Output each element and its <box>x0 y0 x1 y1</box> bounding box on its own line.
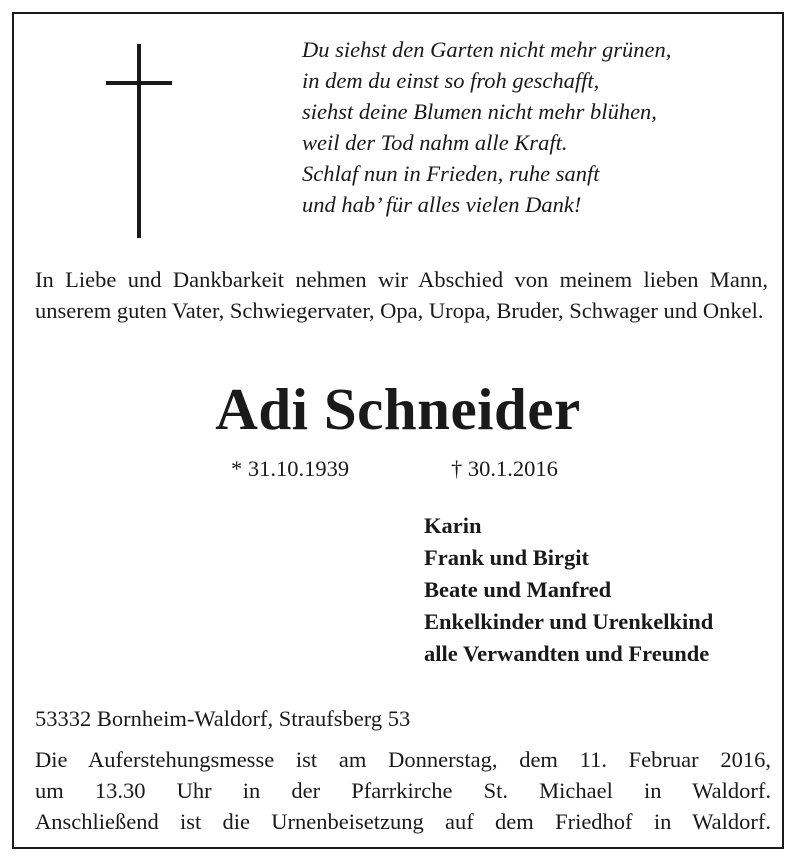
service-line: Anschließend ist die Urnenbeisetzung auf dem Friedhof in Waldorf. <box>35 809 771 834</box>
poem-line: Schlaf nun in Frieden, ruhe sanft <box>302 161 600 186</box>
service-info <box>35 744 771 837</box>
service-line: um 13.30 Uhr in der Pfarrkirche St. Michael in Waldorf. <box>35 778 771 803</box>
cross-icon <box>137 44 141 238</box>
poem-line: Du siehst den Garten nicht mehr grünen, <box>302 37 672 62</box>
mourner: Karin <box>424 513 482 538</box>
poem-line: und hab’ für alles vielen Dank! <box>302 192 582 217</box>
obituary-notice <box>12 12 784 849</box>
address: 53332 Bornheim-Waldorf, Straufsberg 53 <box>35 706 411 731</box>
cross-icon-bar <box>106 81 172 85</box>
deceased-name: Adi Schneider <box>215 376 581 442</box>
poem-line: in dem du einst so froh geschafft, <box>302 68 600 93</box>
poem-line: weil der Tod nahm alle Kraft. <box>302 130 568 155</box>
poem-line: siehst deine Blumen nicht mehr blühen, <box>302 99 657 124</box>
intro-text: In Liebe und Dankbarkeit nehmen wir Abschied von meinem lieben Mann, unserem guten Vater, Schwiegervater, Opa, Uropa, Bruder, Schwager und Onkel. <box>35 267 768 323</box>
poem <box>302 34 671 220</box>
mourner: Enkelkinder und Urenkelkind <box>424 609 714 634</box>
death-date: † 30.1.2016 <box>451 456 558 481</box>
birth-date: * 31.10.1939 <box>231 456 350 481</box>
mourner: Frank und Birgit <box>424 545 590 570</box>
mourner: Beate und Manfred <box>424 577 612 602</box>
mourner: alle Verwandten und Freunde <box>424 641 710 666</box>
service-line: Die Auferstehungsmesse ist am Donnerstag, dem 11. Februar 2016, <box>35 747 771 772</box>
mourners-list <box>424 510 713 670</box>
